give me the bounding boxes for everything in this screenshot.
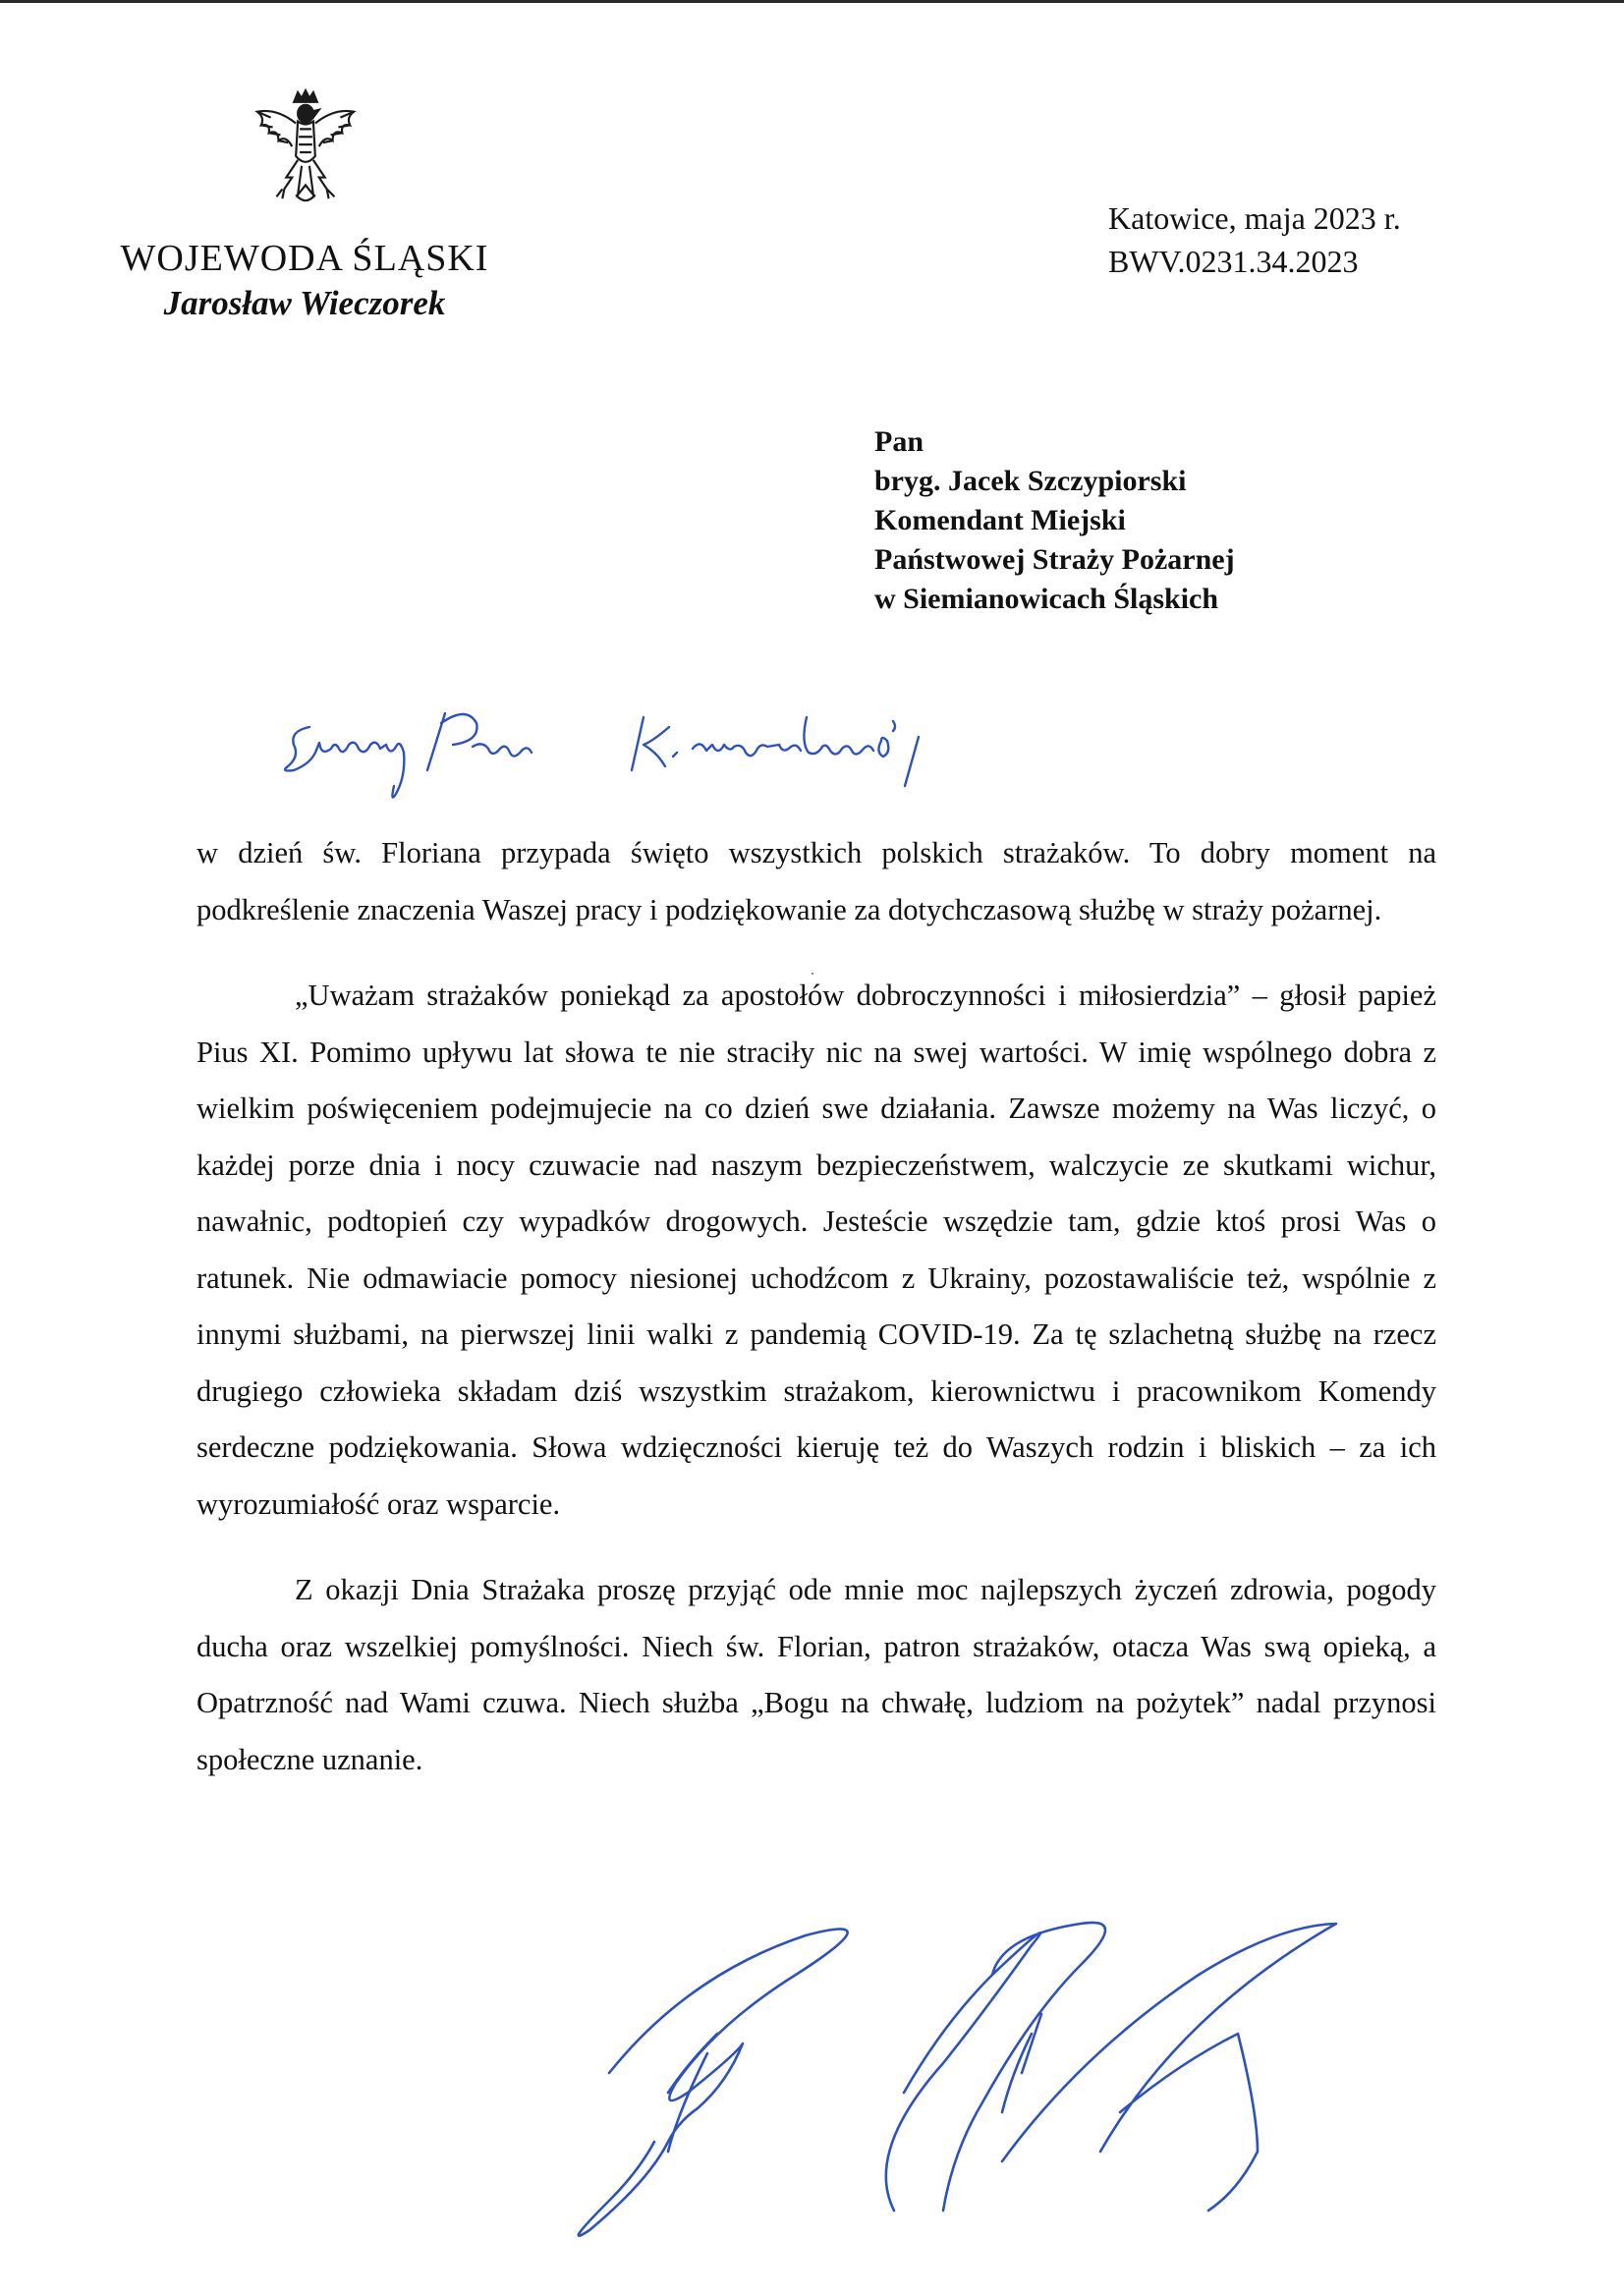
addressee-line: bryg. Jacek Szczypiorski: [874, 465, 1187, 497]
handwritten-greeting: [280, 688, 987, 815]
addressee-line: Państwowej Straży Pożarnej: [874, 543, 1235, 576]
addressee-block: [874, 422, 1235, 619]
sender-name: Jarosław Wieczorek: [163, 284, 446, 322]
handwritten-signature: [570, 1916, 1395, 2250]
sender-block: [59, 236, 550, 326]
letter-meta: [1108, 196, 1401, 283]
letter-body: [196, 825, 1436, 1818]
sender-title: WOJEWODA ŚLĄSKI: [120, 238, 489, 279]
reference-number: BWV.0231.34.2023: [1108, 244, 1359, 279]
addressee-line: w Siemianowicach Śląskich: [874, 583, 1219, 615]
addressee-line: Pan: [874, 425, 924, 458]
body-paragraph: w dzień św. Floriana przypada święto wszystkich polskich strażaków. To dobry moment na podkreślenie znaczenia Waszej pracy i podziękowanie za dotychczasową służbę w straży pożarnej.: [196, 836, 1436, 926]
place-date: Katowice, maja 2023 r.: [1108, 200, 1401, 236]
body-paragraph: „Uważam strażaków poniekąd za apostołów dobroczynności i miłosierdzia” – głosił papież Pius XI. Pomimo upływu lat słowa te nie straciły nic na swej wartości. W imię wspólnego dobra z wielkim poświęceniem podejmujecie na co dzień swe działania. Zawsze możemy na Was liczyć, o każdej porze dnia i nocy czuwacie nad naszym bezpieczeństwem, walczycie ze skutkami wichur, nawałnic, podtopień czy wypadków drogowych. Jesteście wszędzie tam, gdzie ktoś prosi Was o ratunek. Nie odmawiacie pomocy niesionej uchodźcom z Ukrainy, pozostawaliście też, wspólnie z innymi służbami, na pierwszej linii walki z pandemią COVID-19. Za tę szlachetną służbę na rzecz drugiego człowieka składam dziś wszystkim strażakom, kierownictwu i pracownikom Komendy serdeczne podziękowania. Słowa wdzięczności kieruję też do Waszych rodzin i bliskich – za ich wyrozumiałość oraz wsparcie.: [196, 979, 1436, 1521]
scan-top-edge: [0, 0, 1624, 3]
polish-eagle-emblem-icon: [248, 88, 364, 214]
addressee-line: Komendant Miejski: [874, 504, 1126, 536]
body-paragraph: Z okazji Dnia Strażaka proszę przyjąć ode mnie moc najlepszych życzeń zdrowia, pogody ducha oraz wszelkiej pomyślności. Niech św. Florian, patron strażaków, otacza Was swą opieką, a Opatrzność nad Wami czuwa. Niech służba „Bogu na chwałę, ludziom na pożytek” nadal przynosi społeczne uznanie.: [196, 1573, 1436, 1776]
